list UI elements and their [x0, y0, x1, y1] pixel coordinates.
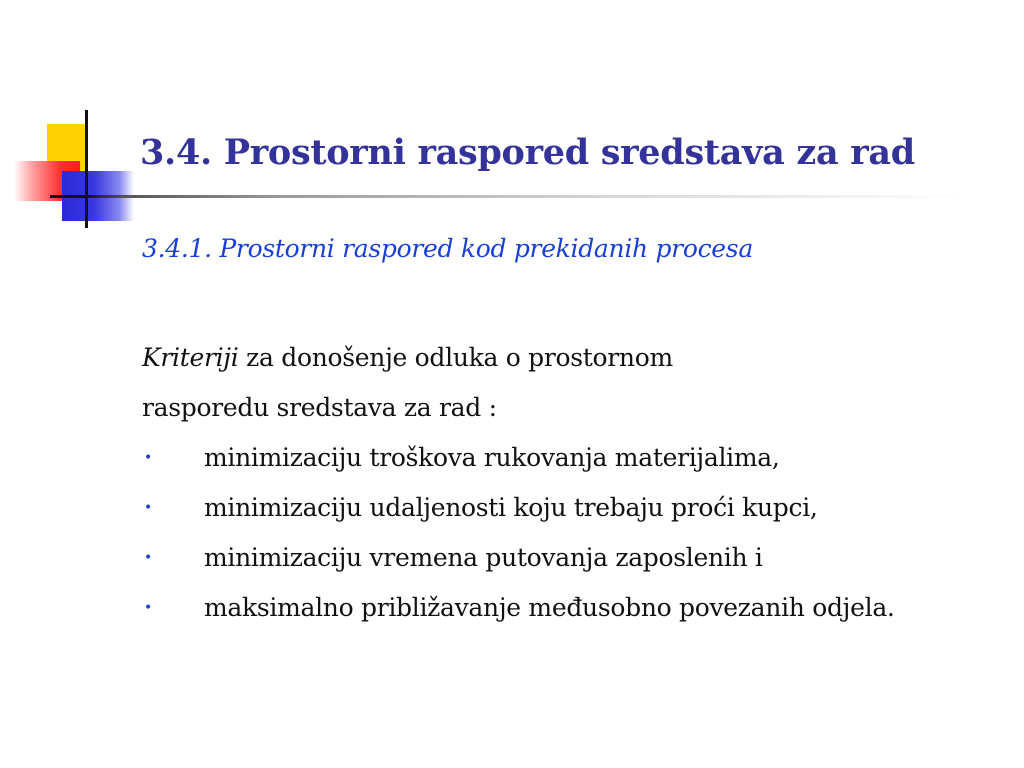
title-underline: [50, 195, 970, 198]
intro-emphasis: Kriteriji: [142, 343, 239, 372]
decorative-logo: [0, 0, 140, 240]
intro-line-1: [142, 333, 1002, 383]
slide-title: 3.4. Prostorni raspored sredstava za rad: [140, 132, 915, 173]
bullet-text: maksimalno približavanje međusobno povezanih odjela.: [204, 593, 895, 622]
bullet-icon: •: [144, 600, 152, 616]
bullet-text: minimizaciju udaljenosti koju trebaju proći kupci,: [204, 493, 818, 522]
intro-text: za donošenje odluka o prostornom: [238, 343, 673, 372]
bullet-text: minimizaciju vremena putovanja zaposlenih i: [204, 543, 763, 572]
slide-subtitle: 3.4.1. Prostorni raspored kod prekidanih procesa: [142, 234, 753, 263]
logo-vertical-line: [85, 110, 88, 228]
bullet-item: [142, 433, 1002, 483]
bullet-list: [142, 433, 1002, 625]
bullet-icon: •: [144, 550, 152, 566]
bullet-text: minimizaciju troškova rukovanja materijalima,: [204, 443, 780, 472]
bullet-item: [142, 533, 1002, 583]
bullet-icon: •: [144, 500, 152, 516]
slide-body: [142, 333, 1002, 625]
bullet-icon: •: [144, 450, 152, 466]
bullet-item: [142, 583, 1002, 625]
intro-line-2: rasporedu sredstava za rad :: [142, 393, 497, 422]
bullet-item: [142, 483, 1002, 533]
